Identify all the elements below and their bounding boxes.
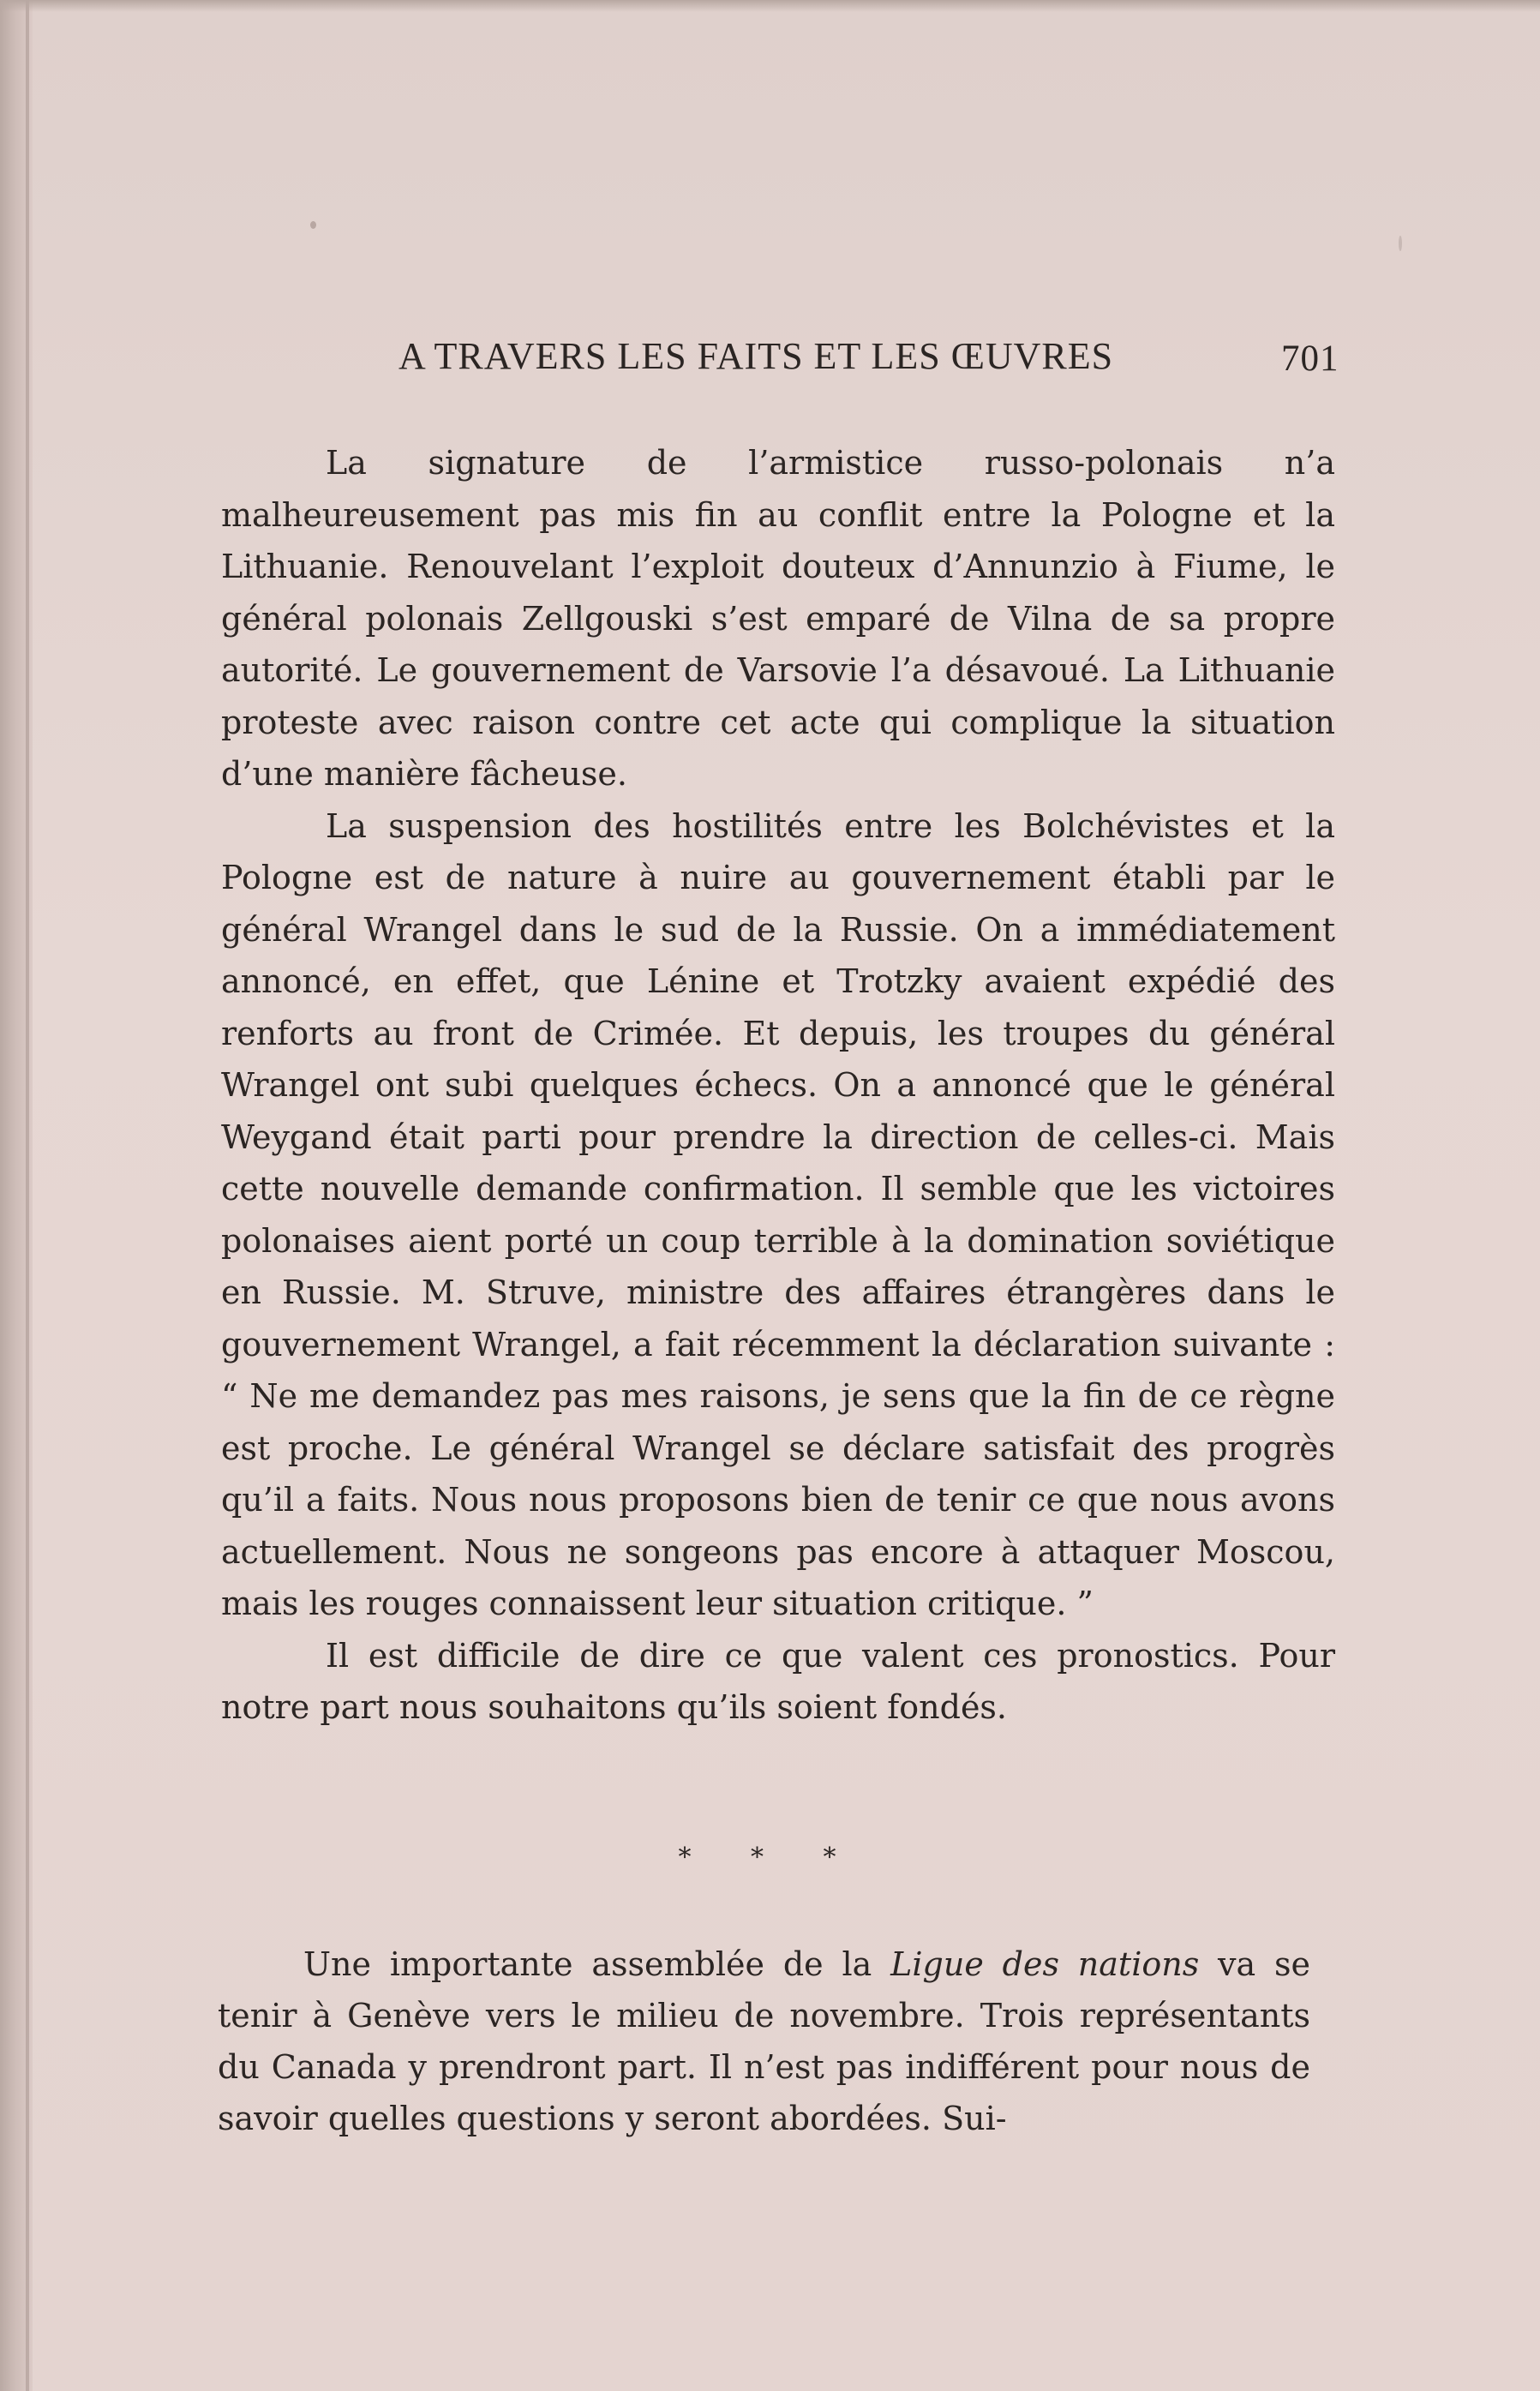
- paragraph-ligue: [218, 1939, 1310, 2144]
- paragraph-wrangel: La suspension des hostilités entre les Bolchévistes et la Pologne est de nature à nuire au gouvernement établi par le général Wrangel dans le sud de la Russie. On a immédiatement annoncé, en effet, que Lénine et Trotzky avaient expédié des renforts au front de Crimée. Et depuis, les troupes du général Wrangel ont subi quelques échecs. On a annoncé que le général Weygand était parti pour prendre la direction de celles-ci. Mais cette nouvelle demande confirmation. Il semble que les victoires polonaises aient porté un coup terrible à la domination soviétique en Russie. M. Struve, ministre des affaires étrangères dans le gouvernement Wrangel, a fait récemment la déclaration suivante : “ Ne me demandez pas mes raisons, je sens que la fin de ce règne est proche. Le général Wrangel se déclare satisfait des progrès qu’il a faits. Nous nous proposons bien de tenir ce que nous avons actuellement. Nous ne songeons pas encore à attaquer Moscou, mais les rouges connaissent leur situation critique. ”: [221, 806, 1335, 1622]
- article-body: [221, 437, 1335, 1734]
- ligue-des-nations-italic: Ligue des nations: [890, 1945, 1200, 1983]
- section-separator: * * *: [678, 1843, 862, 1873]
- article-body-continued: [218, 1939, 1310, 2144]
- paragraph-armistice: La signature de l’armistice russo-polonais n’a malheureusement pas mis fin au conflit entre la Pologne et la Lithuanie. Renouvelant l’exploit douteux d’Annunzio à Fiume, le général polonais Zellgouski s’est emparé de Vilna de sa propre autorité. Le gouvernement de Varsovie l’a désavoué. La Lithuanie proteste avec raison contre cet acte qui complique la situation d’une manière fâcheuse.: [221, 444, 1335, 793]
- paragraph-ligue-start: Une importante assemblée de la: [303, 1945, 891, 1983]
- paper-speck: [1399, 236, 1402, 251]
- top-shadow: [0, 0, 1540, 12]
- paper-speck: [310, 221, 316, 229]
- paragraph-ligue-rest: va se tenir à Genève vers le milieu de novembre. Trois représentants du Canada y prendront part. Il n’est pas indifférent pour nous de savoir quelles questions y seront abordées. Sui-: [218, 1945, 1310, 2137]
- running-title: A TRAVERS LES FAITS ET LES ŒUVRES: [398, 335, 1114, 377]
- page-number: 701: [1281, 339, 1339, 379]
- page-header: [0, 334, 1540, 394]
- paragraph-pronostics: Il est difficile de dire ce que valent ces pronostics. Pour notre part nous souhaitons qu’ils soient fondés.: [221, 1636, 1335, 1726]
